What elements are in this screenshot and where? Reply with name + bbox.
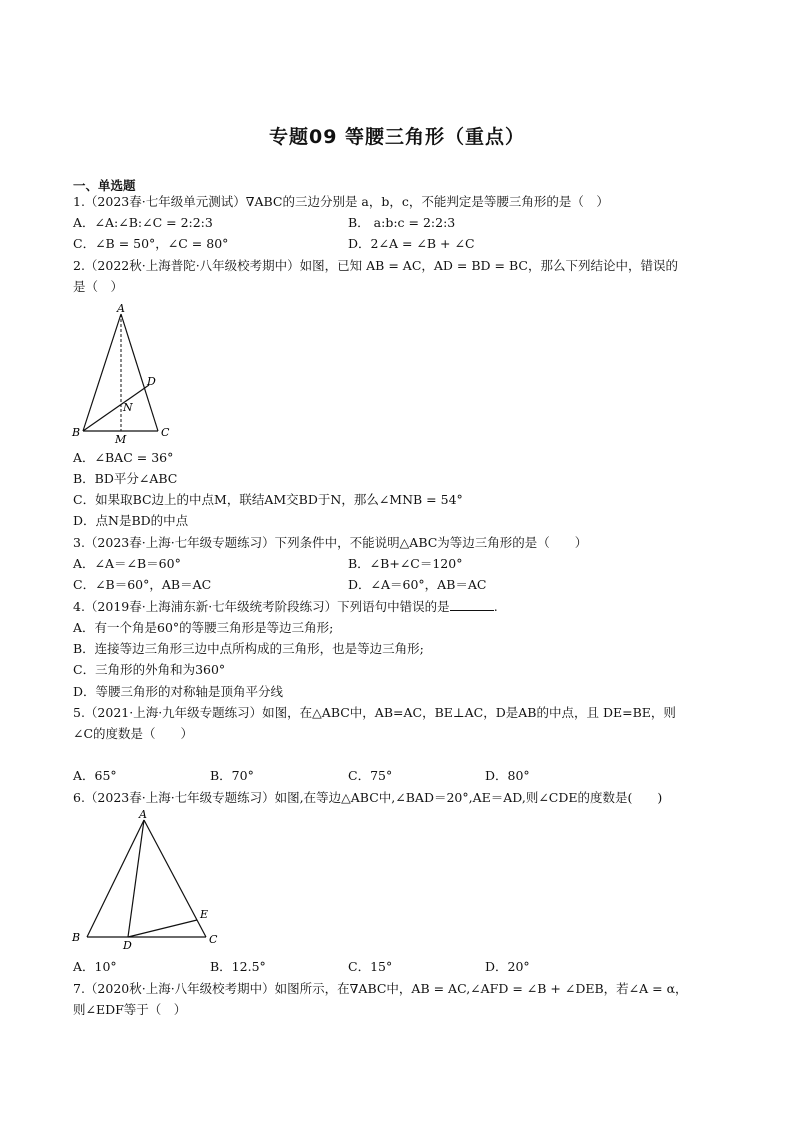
q5-option-c: C．75° [348,768,393,783]
q4-stem [73,599,498,615]
q6-side-ac [144,820,209,937]
q3-option-d: D．∠A＝60°，AB＝AC [348,577,487,592]
q2-label-c: C [161,426,170,439]
q1-option-b: B． a:b:c = 2:2:3 [348,215,456,230]
q6-label-e: E [200,908,209,921]
q6-label-a: A [139,808,147,821]
q4-option-c: C．三角形的外角和为360° [73,662,226,677]
q2-label-n: N [123,401,133,414]
q2-label-b: B [72,426,81,439]
q6-label-b: B [72,931,81,944]
q4-answer-blank [450,599,494,611]
q3-option-c: C．∠B＝60°，AB＝AC [73,577,212,592]
q2-label-d: D [147,375,156,388]
q6-label-c: C [209,933,218,946]
q2-label-a: A [117,302,125,315]
q5-stem-line2: ∠C的度数是（ ） [73,726,194,741]
q6-option-a: A．10° [73,959,117,974]
q1-option-a: A．∠A:∠B:∠C = 2:2:3 [73,215,213,230]
q7-stem-line1: 7.（2020秋·上海·八年级校考期中）如图所示，在∇ABC中，AB = AC,∠AFD = ∠B + ∠DEB，若∠A = α， [73,981,688,996]
q1-stem: 1.（2023春·七年级单元测试）∇ABC的三边分别是 a，b，c，不能判定是等腰三角形的是（ ） [73,194,609,209]
q6-figure [66,806,236,954]
q5-option-d: D．80° [485,768,530,783]
q2-side-ab [83,314,121,431]
q7-stem-line2: 则∠EDF等于（ ） [73,1002,187,1017]
q3-option-b: B．∠B+∠C＝120° [348,556,463,571]
q4-option-d: D．等腰三角形的对称轴是顶角平分线 [73,684,284,699]
page-title: 专题09 等腰三角形（重点） [268,126,526,148]
q5-stem-line1: 5.（2021·上海·九年级专题练习）如图，在△ABC中，AB=AC，BE⊥AC，D是AB的中点，且 DE=BE，则 [73,705,676,720]
q3-option-a: A．∠A＝∠B＝60° [73,556,181,571]
q6-option-b: B．12.5° [210,959,266,974]
q4-option-a: A．有一个角是60°的等腰三角形是等边三角形; [73,620,334,635]
q6-segment-de [128,920,197,937]
section-heading: 一、单选题 [73,178,136,193]
q2-segment-bd [83,385,149,431]
q6-option-d: D．20° [485,959,530,974]
q6-label-d: D [123,939,132,952]
q1-option-d: D．2∠A = ∠B + ∠C [348,236,475,251]
q5-option-b: B．70° [210,768,254,783]
q2-option-d: D．点N是BD的中点 [73,513,189,528]
q1-option-c: C．∠B = 50°，∠C = 80° [73,236,229,251]
q4-stem-end: . [493,599,498,614]
q2-option-c: C．如果取BC边上的中点M，联结AM交BD于N，那么∠MNB = 54° [73,492,463,507]
q2-stem-line1: 2.（2022秋·上海普陀·八年级校考期中）如图，已知 AB = AC，AD = BD = BC，那么下列结论中，错误的 [73,258,678,273]
q3-stem: 3.（2023春·上海·七年级专题练习）下列条件中，不能说明△ABC为等边三角形的是（ ） [73,535,588,550]
q2-option-b: B．BD平分∠ABC [73,471,178,486]
q6-option-c: C．15° [348,959,393,974]
q2-figure [66,300,186,446]
q5-option-a: A．65° [73,768,117,783]
q4-stem-text: 4.（2019春·上海浦东新·七年级统考阶段练习）下列语句中错误的是 [73,599,450,614]
q2-label-m: M [115,433,127,446]
q2-option-a: A．∠BAC = 36° [73,450,174,465]
q4-option-b: B．连接等边三角形三边中点所构成的三角形，也是等边三角形; [73,641,424,656]
q6-stem: 6.（2023春·上海·七年级专题练习）如图,在等边△ABC中,∠BAD＝20°,AE＝AD,则∠CDE的度数是( ) [73,790,663,805]
q2-stem-line2: 是（ ） [73,279,124,294]
